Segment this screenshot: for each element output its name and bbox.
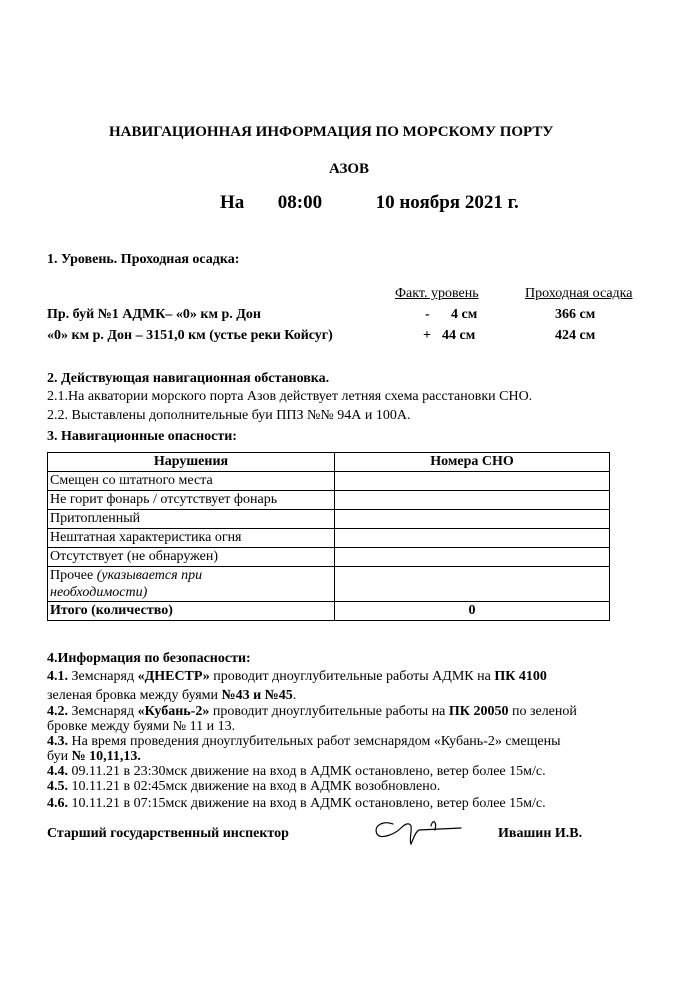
violation-label: Смещен со штатного места <box>48 472 335 491</box>
inspector-position: Старший государственный инспектор <box>47 826 289 841</box>
section1-heading: 1. Уровень. Проходная осадка: <box>47 252 240 267</box>
other-label: Прочее <box>50 568 97 583</box>
violation-label: Притопленный <box>48 510 335 529</box>
on-label: На <box>220 192 245 213</box>
violation-value <box>335 472 610 491</box>
safety-item-4-2: 4.2. Земснаряд «Кубань-2» проводит дноуглубительные работы на ПК 20050 по зеленой <box>47 704 577 719</box>
safety-item-4-5: 4.5. 10.11.21 в 02:45мск движение на вход в АДМК возобновлено. <box>47 779 441 794</box>
safety-item-4-3: 4.3. На время проведения дноуглубительных работ земснарядом «Кубань-2» смещены <box>47 734 561 749</box>
total-label: Итого (количество) <box>48 602 335 621</box>
col-passing-draft: Проходная осадка <box>525 286 633 301</box>
nav-status-line: 2.2. Выставлены дополнительные буи ППЗ №№ 94А и 100А. <box>47 408 411 423</box>
violation-label-other <box>48 567 335 602</box>
level-row-fact: 44 см <box>442 328 476 343</box>
table-row <box>48 510 610 529</box>
level-row-name: Пр. буй №1 АДМК– «0» км р. Дон <box>47 307 261 322</box>
violation-value <box>335 529 610 548</box>
other-note: (указывается при <box>96 568 203 583</box>
table-row <box>48 472 610 491</box>
table-total-row <box>48 602 610 621</box>
col-sno-numbers: Номера СНО <box>335 453 610 472</box>
violation-label: Нештатная характеристика огня <box>48 529 335 548</box>
other-note: необходимости) <box>50 585 148 600</box>
col-violations: Нарушения <box>48 453 335 472</box>
total-value: 0 <box>335 602 610 621</box>
page-title: НАВИГАЦИОННАЯ ИНФОРМАЦИЯ ПО МОРСКОМУ ПОРТУ <box>109 124 554 140</box>
safety-item-4-1-cont: зеленая бровка между буями №43 и №45. <box>47 688 297 703</box>
port-name: АЗОВ <box>329 161 370 177</box>
violation-label: Отсутствует (не обнаружен) <box>48 548 335 567</box>
violation-value <box>335 491 610 510</box>
violation-value <box>335 567 610 602</box>
violation-value <box>335 548 610 567</box>
level-row-sign: - <box>425 307 430 322</box>
violation-label: Не горит фонарь / отсутствует фонарь <box>48 491 335 510</box>
safety-item-4-6: 4.6. 10.11.21 в 07:15мск движение на вход в АДМК остановлено, ветер более 15м/с. <box>47 796 546 811</box>
table-row <box>48 491 610 510</box>
level-row-draft: 424 см <box>555 328 596 343</box>
date-line <box>220 192 519 214</box>
level-row-draft: 366 см <box>555 307 596 322</box>
safety-item-4-1: 4.1. Земснаряд «ДНЕСТР» проводит дноуглубительные работы АДМК на ПК 4100 <box>47 669 547 684</box>
col-fact-level: Факт. уровень <box>395 286 479 301</box>
safety-item-4-4: 4.4. 09.11.21 в 23:30мск движение на вход в АДМК остановлено, ветер более 15м/с. <box>47 764 546 779</box>
hazards-table <box>47 452 610 621</box>
signature-image <box>365 810 475 850</box>
report-date: 10 ноября 2021 г. <box>375 192 519 213</box>
report-time: 08:00 <box>277 192 323 213</box>
level-row-sign: + <box>423 328 431 343</box>
level-row-fact: 4 см <box>451 307 478 322</box>
nav-status-line: 2.1.На акватории морского порта Азов действует летняя схема расстановки СНО. <box>47 389 533 404</box>
section2-heading: 2. Действующая навигационная обстановка. <box>47 371 330 386</box>
violation-value <box>335 510 610 529</box>
table-header-row <box>48 453 610 472</box>
level-row-name: «0» км р. Дон – 3151,0 км (устье реки Койсуг) <box>47 328 333 343</box>
section4-heading: 4.Информация по безопасности: <box>47 651 251 666</box>
safety-item-4-2-cont: бровке между буями № 11 и 13. <box>47 719 236 734</box>
safety-item-4-3-cont: буи № 10,11,13. <box>47 749 141 764</box>
inspector-name: Ивашин И.В. <box>498 826 583 841</box>
table-row <box>48 529 610 548</box>
table-row <box>48 548 610 567</box>
table-row <box>48 567 610 602</box>
section3-heading: 3. Навигационные опасности: <box>47 429 237 444</box>
